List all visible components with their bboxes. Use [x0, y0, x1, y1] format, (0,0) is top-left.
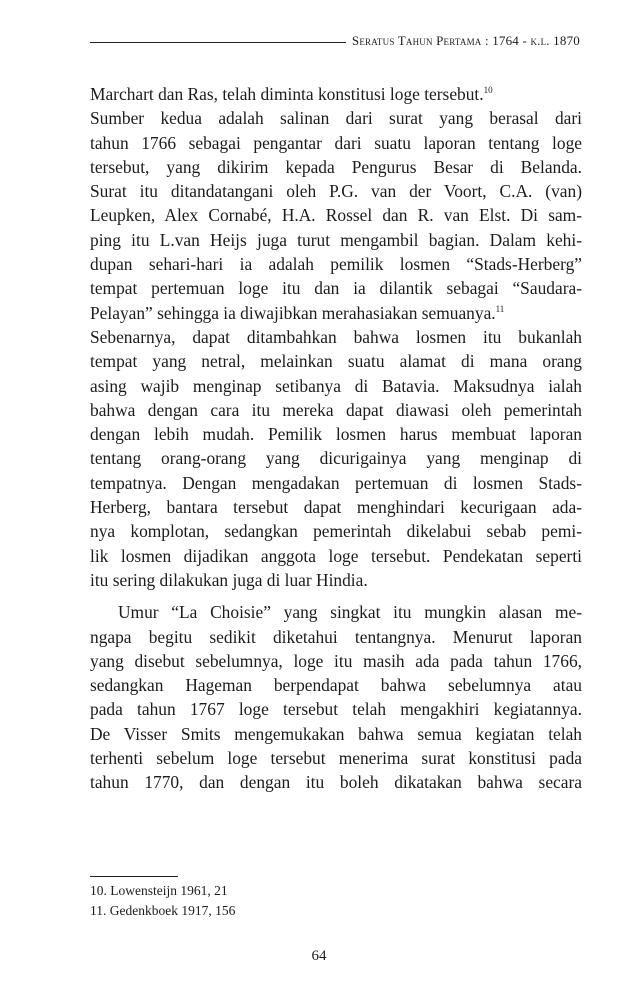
line-text: ngapa begitu sedikit diketahui tentangnya. Menurut laporan: [90, 626, 582, 647]
running-title: Seratus Tahun Pertama : 1764 - k.l. 1870: [351, 33, 580, 48]
text-line: [90, 770, 582, 794]
footnotes: [90, 881, 580, 921]
text-line: [90, 155, 582, 179]
line-text: dengan lebih mudah. Pemilik losmen harus membuat laporan: [90, 424, 582, 445]
header-rule: [90, 42, 346, 43]
line-text: lik losmen dijadikan anggota loge tersebut. Pendekatan seperti: [90, 545, 582, 566]
text-line: [90, 746, 582, 770]
text-line: [90, 349, 582, 373]
page-number: 64: [311, 948, 327, 964]
line-text: De Visser Smits mengemukakan bahwa semua kegiatan telah: [90, 723, 582, 744]
line-text: Sebenarnya, dapat ditambahkan bahwa losmen itu bukanlah: [90, 326, 582, 347]
footnote-marker: 11: [495, 303, 505, 314]
paragraph: [90, 82, 582, 592]
line-text: nya komplotan, sedangkan pemerintah dikelabui sebab pemi-: [90, 521, 582, 542]
line-text: Umur “La Choisie” yang singkat itu mungkin alasan me-: [118, 602, 582, 623]
text-line: [90, 203, 582, 227]
text-line: [90, 471, 582, 495]
text-line: [90, 446, 582, 470]
text-line: [90, 228, 582, 252]
paragraph: [90, 600, 582, 794]
line-text: tersebut, yang dikirim kepada Pengurus Besar di Belanda.: [90, 156, 582, 177]
line-text: sedangkan Hageman berpendapat bahwa sebelumnya atau: [90, 675, 582, 696]
text-line: [90, 252, 582, 276]
line-text: Herberg, bantara tersebut dapat menghindari kecurigaan ada-: [90, 497, 582, 518]
line-text: tahun 1770, dan dengan itu boleh dikatakan bahwa secara: [90, 772, 582, 793]
line-text: tentang orang-orang yang dicurigainya yang menginap di: [90, 448, 582, 469]
line-text: Marchart dan Ras, telah diminta konstitusi loge tersebut.: [90, 84, 484, 104]
text-line: [90, 374, 582, 398]
line-text: tahun 1766 sebagai pengantar dari suatu laporan tentang loge: [90, 132, 582, 153]
text-line: [90, 106, 582, 130]
text-line: [90, 495, 582, 519]
line-text: bahwa dengan cara itu mereka dapat diawasi oleh pemerintah: [90, 399, 582, 420]
line-text: asing wajib menginap setibanya di Batavia. Maksudnya ialah: [90, 375, 582, 396]
text-line: [90, 131, 582, 155]
text-line: [90, 600, 582, 624]
line-text: terhenti sebelum loge tersebut menerima surat konstitusi pada: [90, 748, 582, 769]
text-line: [90, 568, 582, 592]
text-line: [90, 673, 582, 697]
line-text: Surat itu ditandatangani oleh P.G. van der Voort, C.A. (van): [90, 181, 582, 202]
text-line: [90, 301, 582, 325]
text-line: [90, 625, 582, 649]
body-text: [90, 82, 582, 795]
footnote-10: 10. Lowensteijn 1961, 21: [90, 883, 228, 898]
footnote-11: 11. Gedenkboek 1917, 156: [90, 903, 236, 918]
line-text: Leupken, Alex Cornabé, H.A. Rossel dan R. van Elst. Di sam-: [90, 205, 582, 226]
text-line: [90, 325, 582, 349]
line-text: Sumber kedua adalah salinan dari surat yang berasal dari: [90, 108, 582, 129]
line-text: tempat pertemuan loge itu dan ia dilantik sebagai “Saudara-: [90, 278, 582, 299]
text-line: [90, 697, 582, 721]
text-line: [90, 276, 582, 300]
line-text: ping itu L.van Heijs juga turut mengambil bagian. Dalam kehi-: [90, 229, 582, 250]
line-text: yang disebut sebelumnya, loge itu masih ada pada tahun 1766,: [90, 650, 582, 671]
running-header: [90, 33, 580, 49]
text-line: [90, 422, 582, 446]
text-line: [90, 398, 582, 422]
text-line: [90, 179, 582, 203]
line-text: tempatnya. Dengan mengadakan pertemuan di losmen Stads-: [90, 472, 582, 493]
text-line: [90, 519, 582, 543]
text-line: [90, 649, 582, 673]
text-line: [90, 722, 582, 746]
line-text: pada tahun 1767 loge tersebut telah mengakhiri kegiatannya.: [90, 699, 582, 720]
line-text: tempat yang netral, melainkan suatu alamat di mana orang: [90, 351, 582, 372]
line-text: itu sering dilakukan juga di luar Hindia.: [90, 569, 368, 590]
paragraph-gap: [90, 592, 582, 600]
line-text: dupan sehari-hari ia adalah pemilik losmen “Stads-Herberg”: [90, 254, 582, 275]
footnote-rule: [90, 876, 178, 877]
text-line: [90, 544, 582, 568]
text-line: [90, 82, 582, 106]
line-text: Pelayan” sehingga ia diwajibkan merahasiakan semuanya.: [90, 302, 496, 323]
footnote-marker: 10: [483, 85, 493, 96]
